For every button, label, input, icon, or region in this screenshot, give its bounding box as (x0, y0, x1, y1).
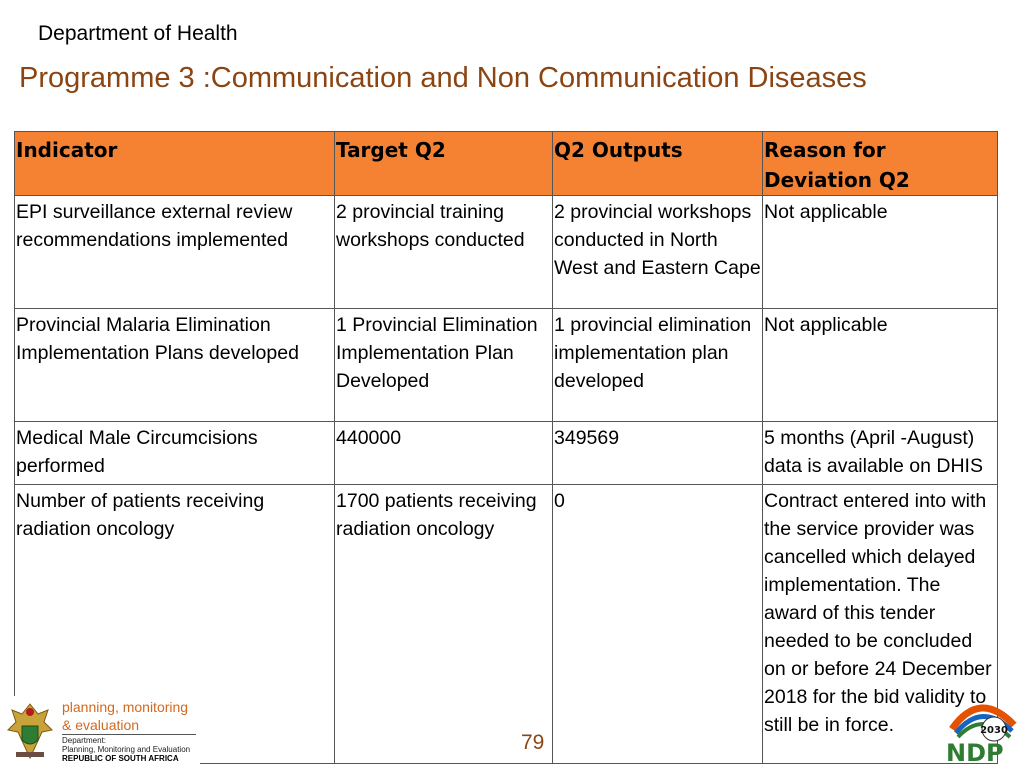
cell-output: 0 (553, 485, 763, 764)
cell-reason: 5 months (April -August) data is available on DHIS (763, 422, 998, 485)
department-label: Department of Health (38, 22, 238, 45)
cell-indicator: EPI surveillance external review recommendations implemented (15, 196, 335, 309)
cell-output: 1 provincial elimination implementation plan developed (553, 309, 763, 422)
table-row (15, 422, 998, 485)
table-header-row (15, 132, 998, 196)
pme-logo-line2: & evaluation (62, 717, 140, 733)
header-target-q2: Target Q2 (335, 132, 553, 196)
header-indicator: Indicator (15, 132, 335, 196)
cell-reason: Contract entered into with the service provider was cancelled which delayed implementation. The award of this tender needed to be concluded on or before 24 December 2018 for the bid validity to still be in force. (763, 485, 998, 764)
pme-logo-line1: planning, monitoring (62, 699, 189, 715)
cell-target: 1 Provincial Elimination Implementation Plan Developed (335, 309, 553, 422)
cell-indicator: Medical Male Circumcisions performed (15, 422, 335, 485)
pme-logo (0, 696, 200, 766)
table-row (15, 309, 998, 422)
cell-reason: Not applicable (763, 196, 998, 309)
indicator-table (14, 131, 998, 764)
pme-logo-line3: Department: (62, 736, 107, 745)
pme-logo-divider (62, 734, 196, 735)
cell-reason: Not applicable (763, 309, 998, 422)
cell-output: 349569 (553, 422, 763, 485)
cell-target: 440000 (335, 422, 553, 485)
coat-of-arms-icon (4, 700, 56, 762)
pme-logo-line5: REPUBLIC OF SOUTH AFRICA (62, 754, 179, 763)
cell-indicator: Number of patients receiving radiation oncology (15, 485, 335, 764)
header-q2-outputs: Q2 Outputs (553, 132, 763, 196)
cell-target: 1700 patients receiving radiation oncology (335, 485, 553, 764)
page-number: 79 (521, 731, 545, 754)
cell-target: 2 provincial training workshops conducted (335, 196, 553, 309)
header-reason-for-deviation: Reason for Deviation Q2 (763, 132, 998, 196)
ndp-logo (944, 695, 1018, 765)
ndp-text: NDP (946, 739, 1004, 765)
page-title: Programme 3 :Communication and Non Communication Diseases (19, 62, 867, 94)
ndp-year: 2030 (980, 725, 1008, 736)
cell-indicator: Provincial Malaria Elimination Implementation Plans developed (15, 309, 335, 422)
pme-logo-line4: Planning, Monitoring and Evaluation (62, 745, 191, 754)
table-row (15, 196, 998, 309)
cell-output: 2 provincial workshops conducted in North West and Eastern Cape (553, 196, 763, 309)
